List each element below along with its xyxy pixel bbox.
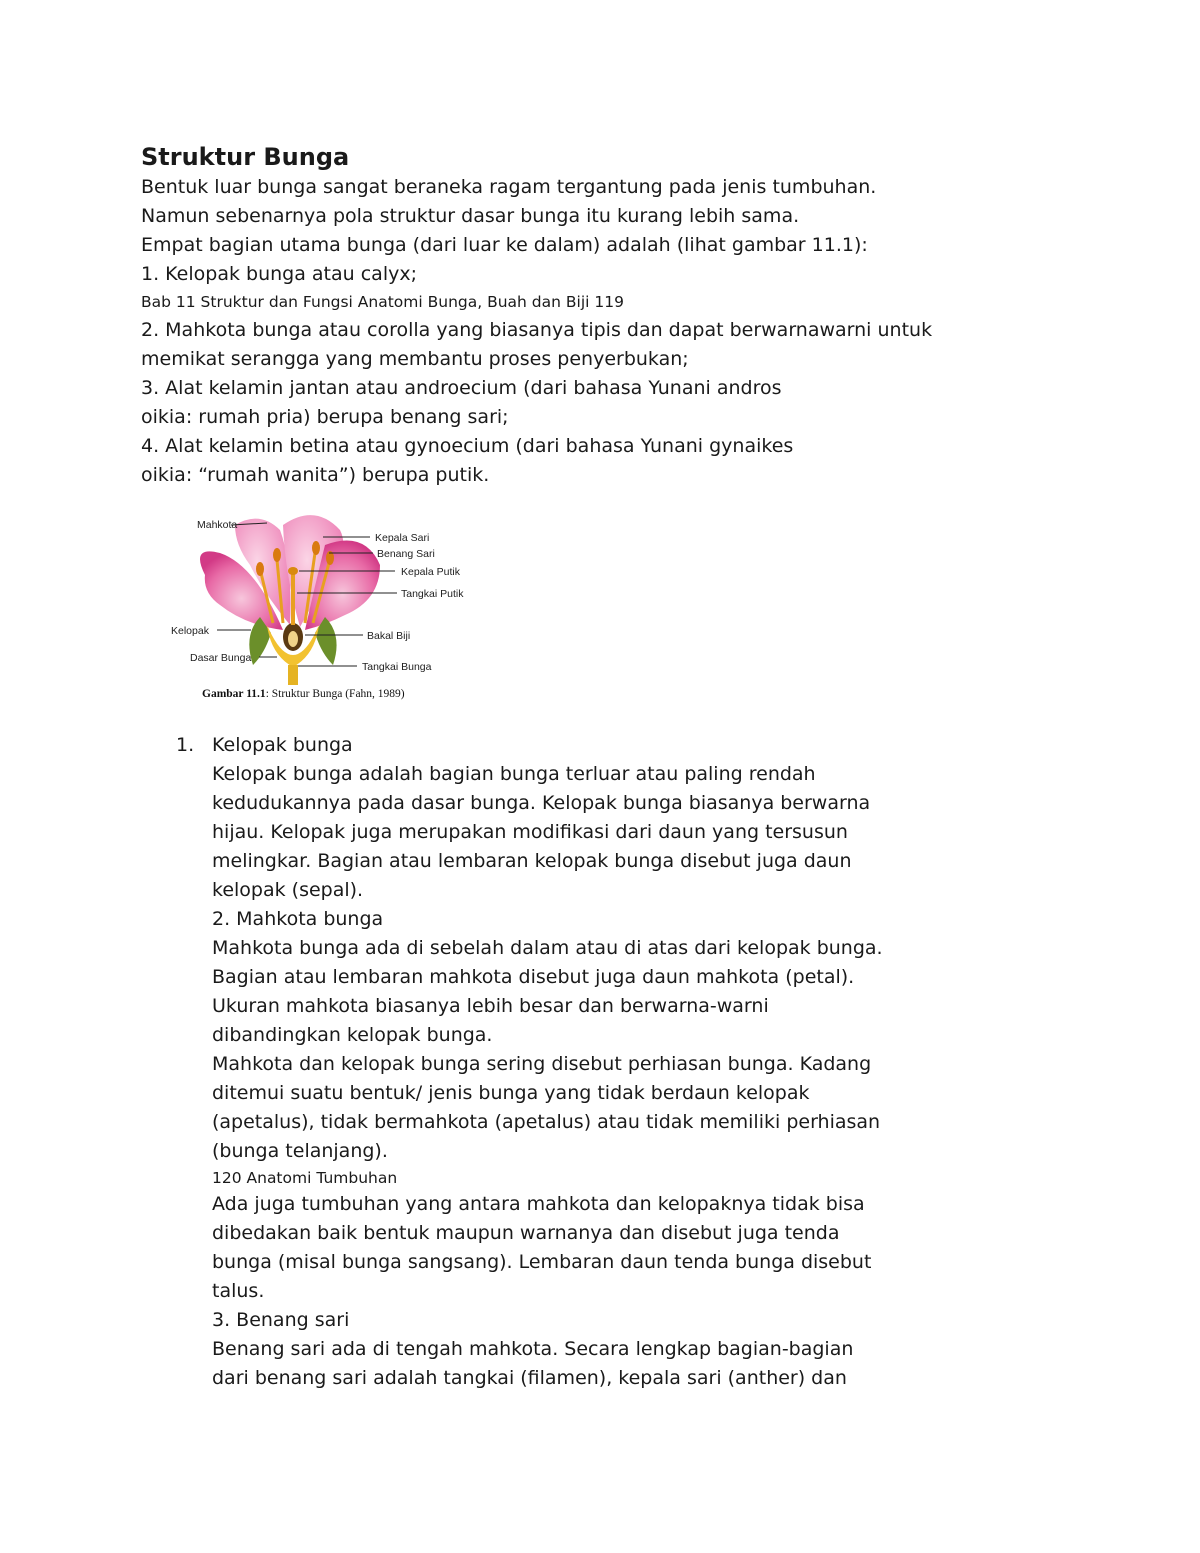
style-shape [291,573,295,625]
list-line: ditemui suatu bentuk/ jenis bunga yang tidak berdaun kelopak [212,1082,810,1104]
anther-shape [312,541,320,555]
intro-line: 4. Alat kelamin betina atau gynoecium (dari bahasa Yunani gynaikes [141,435,794,457]
list-line: talus. [212,1280,265,1302]
list-line: dibandingkan kelopak bunga. [212,1024,493,1046]
stigma-shape [288,567,298,575]
list-line: dari benang sari adalah tangkai (filamen), kepala sari (anther) dan [212,1367,847,1389]
list-line: Benang sari ada di tengah mahkota. Secara lengkap bagian-bagian [212,1338,854,1360]
label-bakal-biji: Bakal Biji [367,630,411,642]
flower-structure-figure [165,505,485,705]
intro-line: memikat serangga yang membantu proses penyerbukan; [141,348,689,370]
intro-line: 2. Mahkota bunga atau corolla yang biasanya tipis dan dapat berwarnawarni untuk [141,319,933,341]
list-number: 1. [176,734,195,756]
list-line: (apetalus), tidak bermahkota (apetalus) atau tidak memiliki perhiasan [212,1111,881,1133]
list-item-title: Kelopak bunga [212,734,353,756]
running-header: 120 Anatomi Tumbuhan [212,1169,398,1187]
figure-caption-number: Gambar 11.1 [202,688,266,700]
label-kelopak: Kelopak [171,625,209,637]
intro-line: Bentuk luar bunga sangat beraneka ragam tergantung pada jenis tumbuhan. [141,176,877,198]
list-line: dibedakan baik bentuk maupun warnanya dan disebut juga tenda [212,1222,840,1244]
label-kepala-putik: Kepala Putik [401,566,460,578]
list-item-title: 3. Benang sari [212,1309,350,1331]
intro-line: Empat bagian utama bunga (dari luar ke dalam) adalah (lihat gambar 11.1): [141,234,868,256]
svg-text:Gambar 11.1: Struktur Bunga (F [202,688,405,700]
list-line: Ada juga tumbuhan yang antara mahkota dan kelopaknya tidak bisa [212,1193,865,1215]
list-line: (bunga telanjang). [212,1140,388,1162]
list-line: Mahkota dan kelopak bunga sering disebut perhiasan bunga. Kadang [212,1053,872,1075]
label-mahkota: Mahkota [197,519,238,531]
list-line: hijau. Kelopak juga merupakan modifikasi dari daun yang tersusun [212,821,848,843]
flower-diagram [165,505,485,705]
intro-line: Namun sebenarnya pola struktur dasar bunga itu kurang lebih sama. [141,205,800,227]
intro-section [141,173,1101,490]
anther-shape [273,548,281,562]
figure-caption-text: : Struktur Bunga (Fahn, 1989) [265,688,405,700]
list-item-body [212,731,1052,1393]
list-line: Bagian atau lembaran mahkota disebut juga daun mahkota (petal). [212,966,855,988]
list-line: Ukuran mahkota biasanya lebih besar dan berwarna-warni [212,995,769,1017]
intro-line: 3. Alat kelamin jantan atau androecium (dari bahasa Yunani andros [141,377,782,399]
page-title: Struktur Bunga [141,143,350,171]
intro-line: oikia: “rumah wanita”) berupa putik. [141,464,490,486]
label-kepala-sari: Kepala Sari [375,532,430,544]
list-line: kelopak (sepal). [212,879,364,901]
list-line: melingkar. Bagian atau lembaran kelopak bunga disebut juga daun [212,850,852,872]
ovule-shape [288,631,298,647]
label-tangkai-bunga: Tangkai Bunga [362,661,432,673]
intro-line: oikia: rumah pria) berupa benang sari; [141,406,509,428]
intro-line: 1. Kelopak bunga atau calyx; [141,263,417,285]
anther-shape [256,562,264,576]
list-line: Kelopak bunga adalah bagian bunga terluar atau paling rendah [212,763,816,785]
label-benang-sari: Benang Sari [377,548,435,560]
list-item-title: 2. Mahkota bunga [212,908,384,930]
label-dasar-bunga: Dasar Bunga [190,652,252,664]
list-line: kedudukannya pada dasar bunga. Kelopak bunga biasanya berwarna [212,792,871,814]
list-line: bunga (misal bunga sangsang). Lembaran daun tenda bunga disebut [212,1251,872,1273]
list-line: Mahkota bunga ada di sebelah dalam atau di atas dari kelopak bunga. [212,937,883,959]
stalk-shape [288,665,298,685]
running-header: Bab 11 Struktur dan Fungsi Anatomi Bunga, Buah dan Biji 119 [141,293,624,311]
label-tangkai-putik: Tangkai Putik [401,588,464,600]
